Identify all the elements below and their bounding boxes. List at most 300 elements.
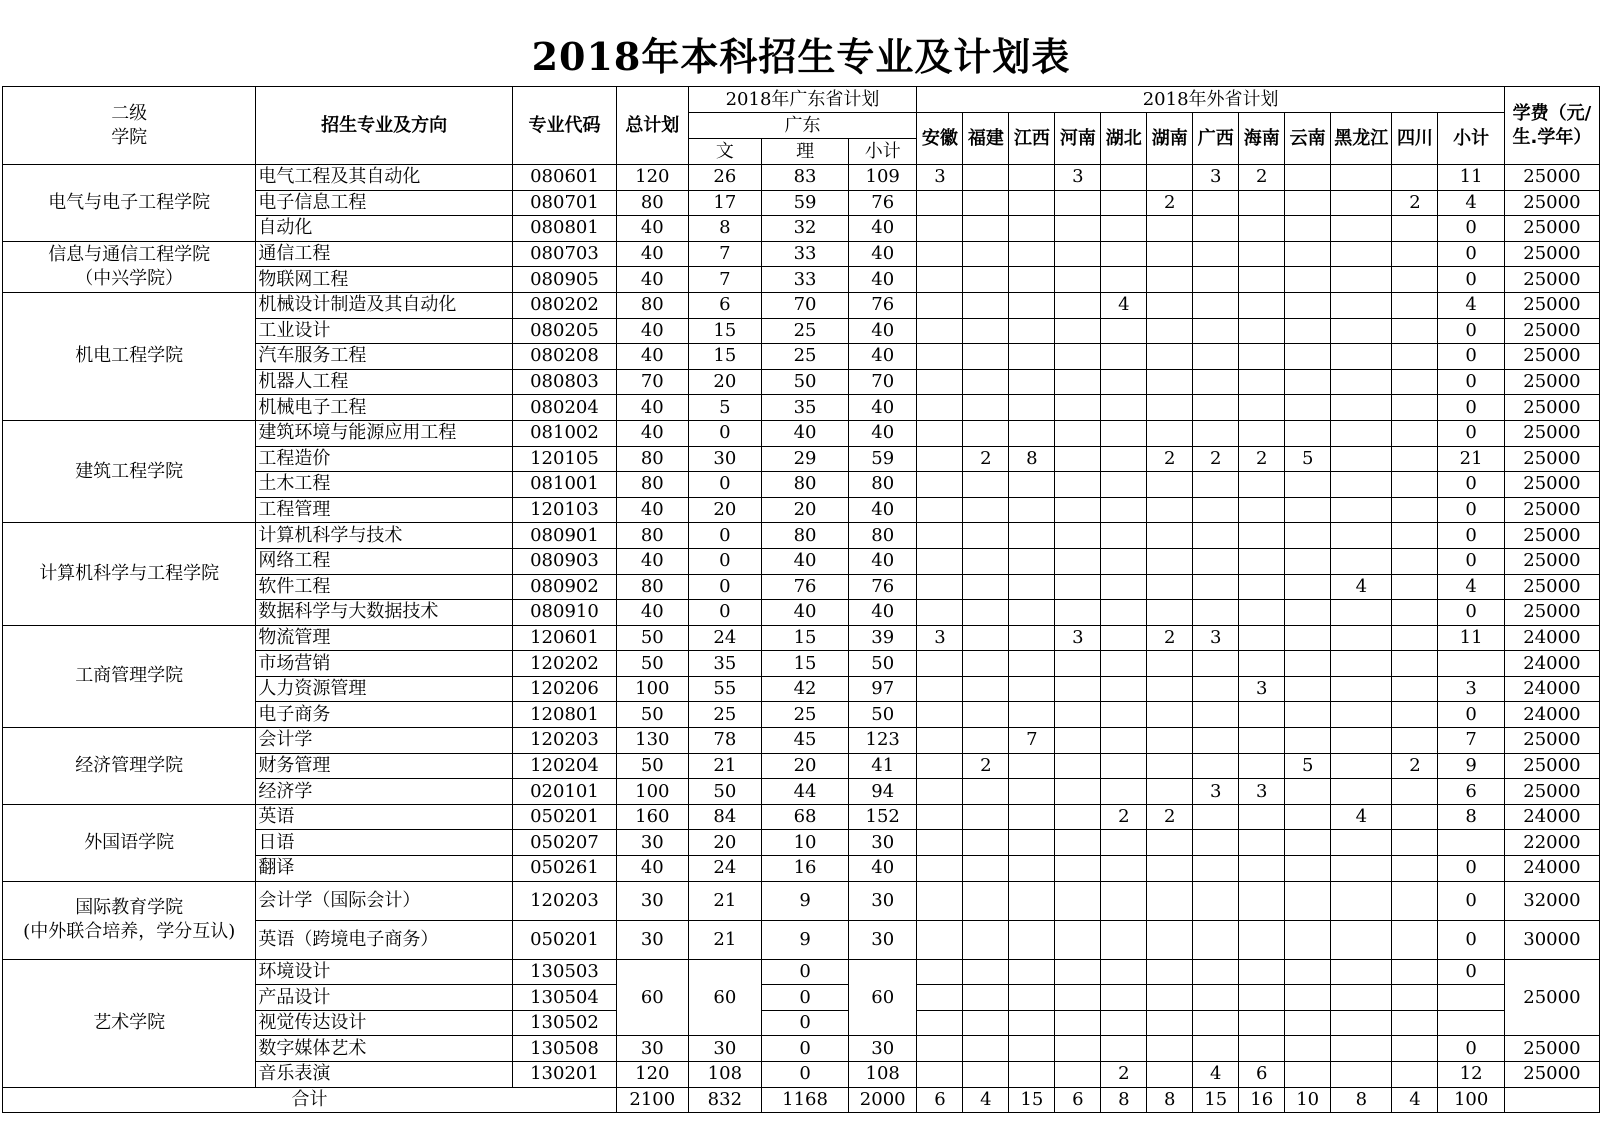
cell-province [1331, 165, 1392, 191]
cell-province [963, 651, 1009, 677]
cell-province [1239, 472, 1285, 498]
cell-code: 050261 [512, 856, 616, 882]
cell-province [1331, 1036, 1392, 1062]
table-row [3, 420, 1600, 446]
cell-fee: 25000 [1504, 523, 1599, 549]
cell-province [1009, 959, 1055, 985]
cell-major: 计算机科学与技术 [256, 523, 512, 549]
cell-fee: 25000 [1504, 1062, 1599, 1088]
cell-gd-subtotal: 40 [848, 344, 916, 370]
cell-code: 081001 [512, 472, 616, 498]
cell-province [1392, 523, 1438, 549]
cell-province [1239, 548, 1285, 574]
cell-li: 33 [762, 267, 849, 293]
cell-province [1193, 600, 1239, 626]
cell-province [1101, 600, 1147, 626]
cell-province: 0 [1438, 420, 1504, 446]
cell-province [917, 574, 963, 600]
cell-province [1009, 165, 1055, 191]
cell-province [1009, 190, 1055, 216]
cell-li: 44 [762, 779, 849, 805]
cell-total: 40 [617, 600, 689, 626]
table-row [3, 804, 1600, 830]
cell-code: 080902 [512, 574, 616, 600]
cell-province [1331, 523, 1392, 549]
cell-province [1101, 318, 1147, 344]
cell-province [1392, 472, 1438, 498]
cell-wen: 20 [688, 369, 762, 395]
cell-li: 32 [762, 216, 849, 242]
cell-province: 4 [1101, 292, 1147, 318]
cell-province [1285, 523, 1331, 549]
cell-province [917, 420, 963, 446]
cell-province [1392, 420, 1438, 446]
cell-province [1101, 1036, 1147, 1062]
cell-province [1331, 728, 1392, 754]
cell-total: 80 [617, 190, 689, 216]
totals-fee [1504, 1087, 1599, 1113]
cell-major: 工程管理 [256, 497, 512, 523]
cell-gd-subtotal: 40 [848, 395, 916, 421]
cell-province [1331, 344, 1392, 370]
cell-province [1392, 216, 1438, 242]
cell-gd-subtotal: 41 [848, 753, 916, 779]
cell-code: 080901 [512, 523, 616, 549]
cell-province [1331, 395, 1392, 421]
cell-province: 2 [963, 753, 1009, 779]
cell-wen: 0 [688, 472, 762, 498]
cell-province [1009, 651, 1055, 677]
cell-province [1392, 651, 1438, 677]
cell-college: 工商管理学院 [3, 625, 256, 727]
cell-li: 15 [762, 651, 849, 677]
cell-major: 财务管理 [256, 753, 512, 779]
cell-province [1193, 702, 1239, 728]
cell-province [1147, 292, 1193, 318]
cell-wen: 30 [688, 446, 762, 472]
cell-college: 艺术学院 [3, 959, 256, 1087]
cell-province [1009, 241, 1055, 267]
cell-province [917, 728, 963, 754]
totals-li: 1168 [762, 1087, 849, 1113]
cell-province [1392, 830, 1438, 856]
cell-province: 2 [963, 446, 1009, 472]
cell-code: 120204 [512, 753, 616, 779]
cell-province [1009, 676, 1055, 702]
cell-province [1285, 804, 1331, 830]
cell-total: 80 [617, 574, 689, 600]
cell-province: 3 [1193, 625, 1239, 651]
cell-province [1392, 574, 1438, 600]
cell-gd-subtotal: 30 [848, 830, 916, 856]
cell-fee: 25000 [1504, 216, 1599, 242]
cell-province [1055, 446, 1101, 472]
cell-province [1392, 267, 1438, 293]
cell-gd-subtotal: 40 [848, 548, 916, 574]
cell-major: 产品设计 [256, 985, 512, 1011]
cell-province [1285, 625, 1331, 651]
cell-province: 12 [1438, 1062, 1504, 1088]
cell-province [1239, 881, 1285, 920]
header-fee: 学费（元/生.学年） [1504, 87, 1599, 165]
cell-province: 6 [1438, 779, 1504, 805]
cell-province [963, 395, 1009, 421]
cell-province: 3 [1193, 779, 1239, 805]
cell-province [963, 574, 1009, 600]
cell-province [1055, 190, 1101, 216]
cell-province [917, 651, 963, 677]
cell-province: 2 [1392, 190, 1438, 216]
cell-li: 25 [762, 344, 849, 370]
cell-code: 050207 [512, 830, 616, 856]
cell-province [1147, 676, 1193, 702]
header-province: 海南 [1239, 113, 1285, 165]
cell-province: 0 [1438, 472, 1504, 498]
cell-wen: 0 [688, 420, 762, 446]
cell-province: 11 [1438, 165, 1504, 191]
cell-gd-subtotal: 30 [848, 1036, 916, 1062]
cell-province [963, 369, 1009, 395]
cell-province [1331, 830, 1392, 856]
cell-major: 人力资源管理 [256, 676, 512, 702]
cell-gd-subtotal: 108 [848, 1062, 916, 1088]
table-row [3, 728, 1600, 754]
cell-province [963, 1036, 1009, 1062]
cell-province [1392, 369, 1438, 395]
cell-gd-subtotal: 40 [848, 241, 916, 267]
cell-province [1101, 702, 1147, 728]
cell-province [1392, 600, 1438, 626]
cell-province [1101, 165, 1147, 191]
cell-province [1331, 1062, 1392, 1088]
cell-province [1101, 728, 1147, 754]
cell-province [1147, 779, 1193, 805]
cell-fee: 25000 [1504, 497, 1599, 523]
cell-province [1285, 267, 1331, 293]
cell-gd-subtotal: 30 [848, 920, 916, 959]
cell-province [1101, 472, 1147, 498]
cell-code: 130503 [512, 959, 616, 985]
cell-province [917, 1036, 963, 1062]
cell-major: 市场营销 [256, 651, 512, 677]
cell-province: 3 [1438, 676, 1504, 702]
cell-province [963, 318, 1009, 344]
cell-total: 30 [617, 1036, 689, 1062]
cell-province: 7 [1438, 728, 1504, 754]
cell-total: 40 [617, 344, 689, 370]
cell-wen: 7 [688, 241, 762, 267]
header-province: 黑龙江 [1331, 113, 1392, 165]
cell-major: 物流管理 [256, 625, 512, 651]
cell-li: 25 [762, 702, 849, 728]
cell-province [963, 344, 1009, 370]
cell-fee: 24000 [1504, 676, 1599, 702]
cell-province [917, 881, 963, 920]
cell-province [963, 881, 1009, 920]
cell-province [1147, 395, 1193, 421]
cell-province [1009, 779, 1055, 805]
cell-province [1392, 497, 1438, 523]
header-province: 小计 [1438, 113, 1504, 165]
cell-province [1147, 574, 1193, 600]
cell-province [917, 241, 963, 267]
cell-province [1009, 548, 1055, 574]
cell-code: 130504 [512, 985, 616, 1011]
cell-province [917, 779, 963, 805]
cell-province [1055, 395, 1101, 421]
cell-province [1055, 1010, 1101, 1036]
cell-fee: 25000 [1504, 241, 1599, 267]
cell-code: 080202 [512, 292, 616, 318]
cell-wen: 7 [688, 267, 762, 293]
cell-province [1193, 523, 1239, 549]
cell-code: 080905 [512, 267, 616, 293]
cell-total: 60 [617, 959, 689, 1036]
cell-province: 4 [1438, 574, 1504, 600]
cell-gd-subtotal: 94 [848, 779, 916, 805]
cell-province [1285, 728, 1331, 754]
cell-province [1331, 1010, 1392, 1036]
cell-province [917, 1062, 963, 1088]
cell-province: 5 [1285, 446, 1331, 472]
cell-province [1009, 472, 1055, 498]
cell-total: 160 [617, 804, 689, 830]
cell-college: 电气与电子工程学院 [3, 165, 256, 242]
cell-major: 机器人工程 [256, 369, 512, 395]
cell-province [1101, 395, 1147, 421]
cell-province [1009, 369, 1055, 395]
cell-province [1009, 830, 1055, 856]
cell-fee: 25000 [1504, 959, 1599, 1036]
cell-code: 080208 [512, 344, 616, 370]
cell-province [1055, 959, 1101, 985]
cell-province [1193, 241, 1239, 267]
cell-wen: 50 [688, 779, 762, 805]
cell-province [1193, 1036, 1239, 1062]
cell-code: 050201 [512, 804, 616, 830]
cell-province [1285, 651, 1331, 677]
cell-gd-subtotal: 80 [848, 523, 916, 549]
cell-province [1239, 318, 1285, 344]
cell-province [1009, 395, 1055, 421]
cell-wen: 21 [688, 881, 762, 920]
cell-province [1055, 753, 1101, 779]
cell-fee: 25000 [1504, 753, 1599, 779]
cell-college: 外国语学院 [3, 804, 256, 881]
cell-province: 0 [1438, 267, 1504, 293]
cell-province [1101, 497, 1147, 523]
cell-li: 16 [762, 856, 849, 882]
header-wen: 文 [688, 139, 762, 165]
cell-province [1285, 881, 1331, 920]
cell-wen: 15 [688, 318, 762, 344]
cell-province [1285, 216, 1331, 242]
cell-province: 0 [1438, 920, 1504, 959]
cell-province [1331, 497, 1392, 523]
cell-province: 4 [1438, 292, 1504, 318]
cell-major: 数字媒体艺术 [256, 1036, 512, 1062]
cell-province [1331, 753, 1392, 779]
cell-province: 4 [1331, 804, 1392, 830]
cell-major: 会计学（国际会计） [256, 881, 512, 920]
cell-province [1193, 574, 1239, 600]
cell-total: 40 [617, 420, 689, 446]
cell-province [1101, 779, 1147, 805]
cell-province [1331, 318, 1392, 344]
cell-province [963, 1010, 1009, 1036]
cell-province [1392, 292, 1438, 318]
cell-province [963, 472, 1009, 498]
cell-major: 软件工程 [256, 574, 512, 600]
cell-wen: 24 [688, 625, 762, 651]
cell-province [1392, 856, 1438, 882]
cell-province [917, 920, 963, 959]
cell-major: 翻译 [256, 856, 512, 882]
cell-wen: 30 [688, 1036, 762, 1062]
cell-province: 0 [1438, 369, 1504, 395]
cell-province [1147, 702, 1193, 728]
table-row [3, 625, 1600, 651]
cell-college: 计算机科学与工程学院 [3, 523, 256, 625]
cell-province [1239, 420, 1285, 446]
cell-province [917, 676, 963, 702]
cell-province [1147, 856, 1193, 882]
cell-province [1147, 472, 1193, 498]
cell-province [1147, 830, 1193, 856]
cell-province [1009, 523, 1055, 549]
cell-province [1101, 369, 1147, 395]
cell-province [1285, 292, 1331, 318]
cell-province [1055, 523, 1101, 549]
cell-province [1009, 920, 1055, 959]
cell-total: 50 [617, 753, 689, 779]
cell-province [1193, 369, 1239, 395]
cell-wen: 8 [688, 216, 762, 242]
cell-province [1101, 523, 1147, 549]
cell-province [1331, 369, 1392, 395]
cell-province [1285, 676, 1331, 702]
cell-gd-subtotal: 40 [848, 497, 916, 523]
header-li: 理 [762, 139, 849, 165]
cell-province [1147, 344, 1193, 370]
cell-province [1009, 625, 1055, 651]
cell-li: 40 [762, 548, 849, 574]
cell-wen: 35 [688, 651, 762, 677]
cell-province [1239, 1010, 1285, 1036]
cell-total: 50 [617, 625, 689, 651]
page-title: 2018年本科招生专业及计划表 [531, 34, 1071, 79]
cell-province [917, 190, 963, 216]
cell-province [963, 241, 1009, 267]
cell-province [1009, 856, 1055, 882]
cell-li: 9 [762, 920, 849, 959]
cell-province [1285, 344, 1331, 370]
cell-province [1331, 920, 1392, 959]
cell-wen: 108 [688, 1062, 762, 1088]
cell-province [1239, 651, 1285, 677]
cell-province [917, 369, 963, 395]
cell-province [1331, 548, 1392, 574]
cell-total: 30 [617, 830, 689, 856]
cell-code: 050201 [512, 920, 616, 959]
cell-province [1392, 1010, 1438, 1036]
cell-li: 0 [762, 959, 849, 985]
cell-province: 3 [1055, 625, 1101, 651]
cell-province [963, 267, 1009, 293]
cell-li: 40 [762, 420, 849, 446]
header-province: 江西 [1009, 113, 1055, 165]
cell-province [1055, 497, 1101, 523]
cell-fee: 25000 [1504, 369, 1599, 395]
cell-province [1239, 753, 1285, 779]
table-row [3, 523, 1600, 549]
cell-province [963, 625, 1009, 651]
cell-code: 120203 [512, 728, 616, 754]
cell-province [917, 856, 963, 882]
cell-province [1193, 728, 1239, 754]
cell-wen: 25 [688, 702, 762, 728]
cell-major: 物联网工程 [256, 267, 512, 293]
cell-province: 3 [1055, 165, 1101, 191]
header-province: 河南 [1055, 113, 1101, 165]
cell-province [1055, 804, 1101, 830]
cell-li: 33 [762, 241, 849, 267]
totals-province: 6 [1055, 1087, 1101, 1113]
enrollment-plan-table [2, 86, 1600, 1113]
cell-li: 0 [762, 1062, 849, 1088]
cell-province [1285, 985, 1331, 1011]
cell-province [917, 267, 963, 293]
cell-total: 50 [617, 702, 689, 728]
cell-province [1285, 318, 1331, 344]
cell-wen: 24 [688, 856, 762, 882]
cell-province: 0 [1438, 548, 1504, 574]
cell-fee: 25000 [1504, 548, 1599, 574]
cell-province [1147, 881, 1193, 920]
cell-province [1331, 651, 1392, 677]
header-province: 福建 [963, 113, 1009, 165]
cell-province: 0 [1438, 881, 1504, 920]
cell-province [1009, 1062, 1055, 1088]
cell-province [1285, 497, 1331, 523]
cell-code: 080204 [512, 395, 616, 421]
cell-fee: 24000 [1504, 625, 1599, 651]
cell-wen: 26 [688, 165, 762, 191]
cell-province: 7 [1009, 728, 1055, 754]
cell-province [1055, 472, 1101, 498]
cell-province [917, 548, 963, 574]
cell-province [1331, 702, 1392, 728]
cell-province [1147, 600, 1193, 626]
cell-province [963, 216, 1009, 242]
cell-code: 020101 [512, 779, 616, 805]
cell-province [1055, 216, 1101, 242]
cell-province: 0 [1438, 318, 1504, 344]
totals-wen: 832 [688, 1087, 762, 1113]
cell-total: 40 [617, 856, 689, 882]
table-row [3, 241, 1600, 267]
cell-fee: 24000 [1504, 856, 1599, 882]
cell-major: 数据科学与大数据技术 [256, 600, 512, 626]
header-province: 湖南 [1147, 113, 1193, 165]
cell-major: 网络工程 [256, 548, 512, 574]
cell-province: 3 [1239, 779, 1285, 805]
cell-province: 5 [1285, 753, 1331, 779]
cell-total: 30 [617, 881, 689, 920]
cell-li: 59 [762, 190, 849, 216]
cell-province [1147, 753, 1193, 779]
cell-province [1147, 651, 1193, 677]
